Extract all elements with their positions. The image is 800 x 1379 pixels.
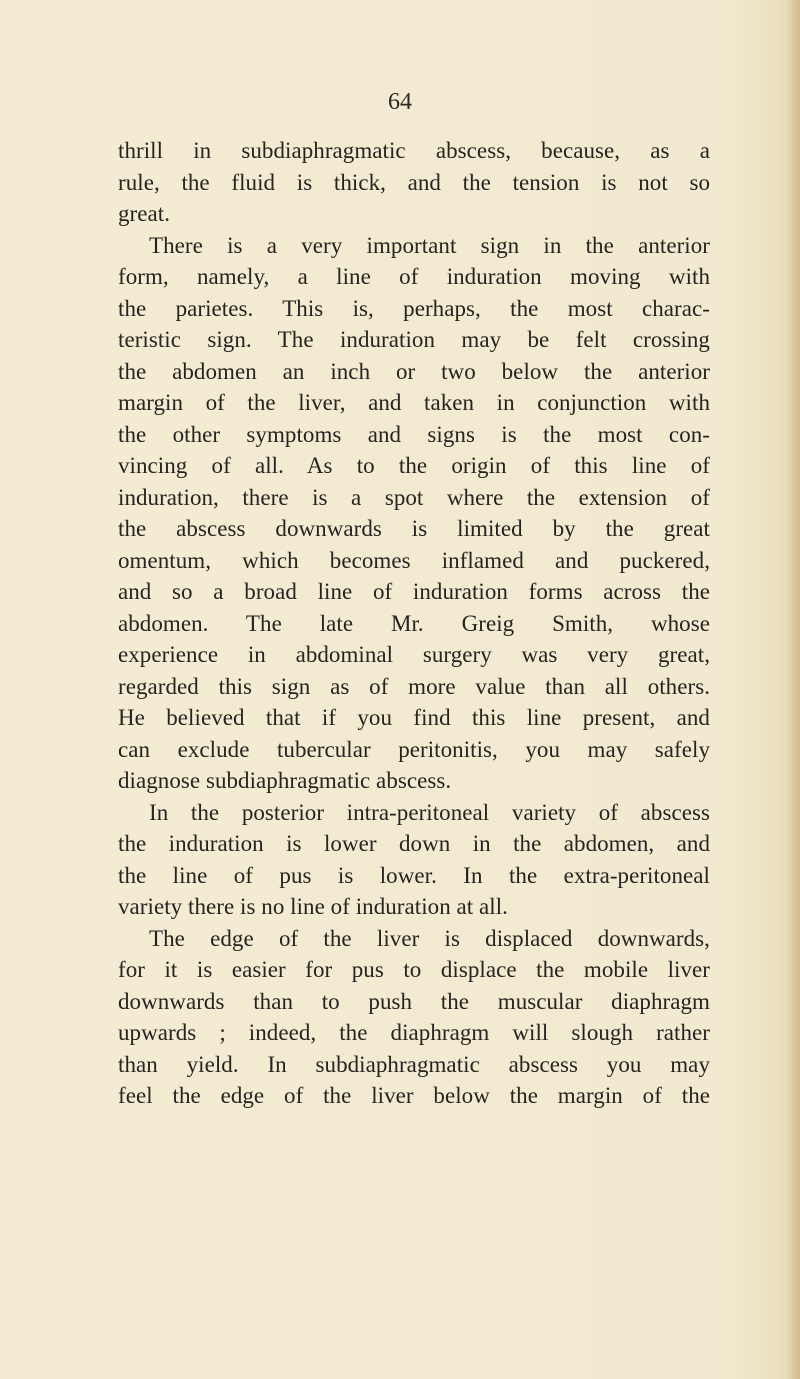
text-line: the abscess downwards is limited by the great (118, 516, 710, 541)
text-line: can exclude tubercular peritonitis, you may safely (118, 736, 710, 762)
text-line: There is a very important sign in the anterior (149, 232, 710, 258)
text-line: upwards ; indeed, the diaphragm will slough rather (118, 1020, 710, 1045)
text-line: vincing of all. As to the origin of this line of (118, 453, 710, 478)
text-line: omentum, which becomes inflamed and puckered, (118, 547, 710, 573)
text-line: variety there is no line of induration at all. (118, 894, 508, 919)
text-line: thrill in subdiaphragmatic abscess, because, as a (118, 138, 710, 163)
text-line: regarded this sign as of more value than all others. (118, 673, 710, 699)
text-line: teristic sign. The induration may be felt crossing (118, 327, 710, 352)
text-line: feel the edge of the liver below the margin of the (118, 1083, 710, 1108)
text-line: the line of pus is lower. In the extra-peritoneal (118, 862, 710, 888)
text-line: for it is easier for pus to displace the mobile liver (118, 957, 710, 982)
text-line: induration, there is a spot where the extension of (118, 484, 710, 510)
text-line: The edge of the liver is displaced downwards, (149, 925, 710, 951)
text-line: the parietes. This is, perhaps, the most charac- (118, 295, 710, 321)
text-line: rule, the fluid is thick, and the tension is not so (118, 169, 710, 195)
text-line: than yield. In subdiaphragmatic abscess you may (118, 1051, 710, 1077)
text-line: downwards than to push the muscular diaphragm (118, 988, 710, 1014)
text-line: In the posterior intra-peritoneal variety of abscess (149, 799, 710, 825)
text-line: and so a broad line of induration forms across the (118, 579, 710, 604)
text-line: the other symptoms and signs is the most con- (118, 421, 710, 447)
text-line: abdomen. The late Mr. Greig Smith, whose (118, 610, 710, 636)
text-line: margin of the liver, and taken in conjunction with (118, 390, 710, 415)
text-line: experience in abdominal surgery was very great, (118, 642, 710, 667)
text-line: the induration is lower down in the abdomen, and (118, 831, 710, 856)
page-number: 64 (388, 89, 412, 115)
text-line: the abdomen an inch or two below the anterior (118, 358, 710, 384)
text-line: great. (118, 201, 171, 226)
body-text (118, 135, 710, 1112)
text-line: form, namely, a line of induration moving with (118, 264, 710, 289)
text-line: He believed that if you find this line present, and (118, 705, 710, 730)
page-edge-shadow (786, 0, 800, 1379)
text-line: diagnose subdiaphragmatic abscess. (118, 768, 452, 793)
